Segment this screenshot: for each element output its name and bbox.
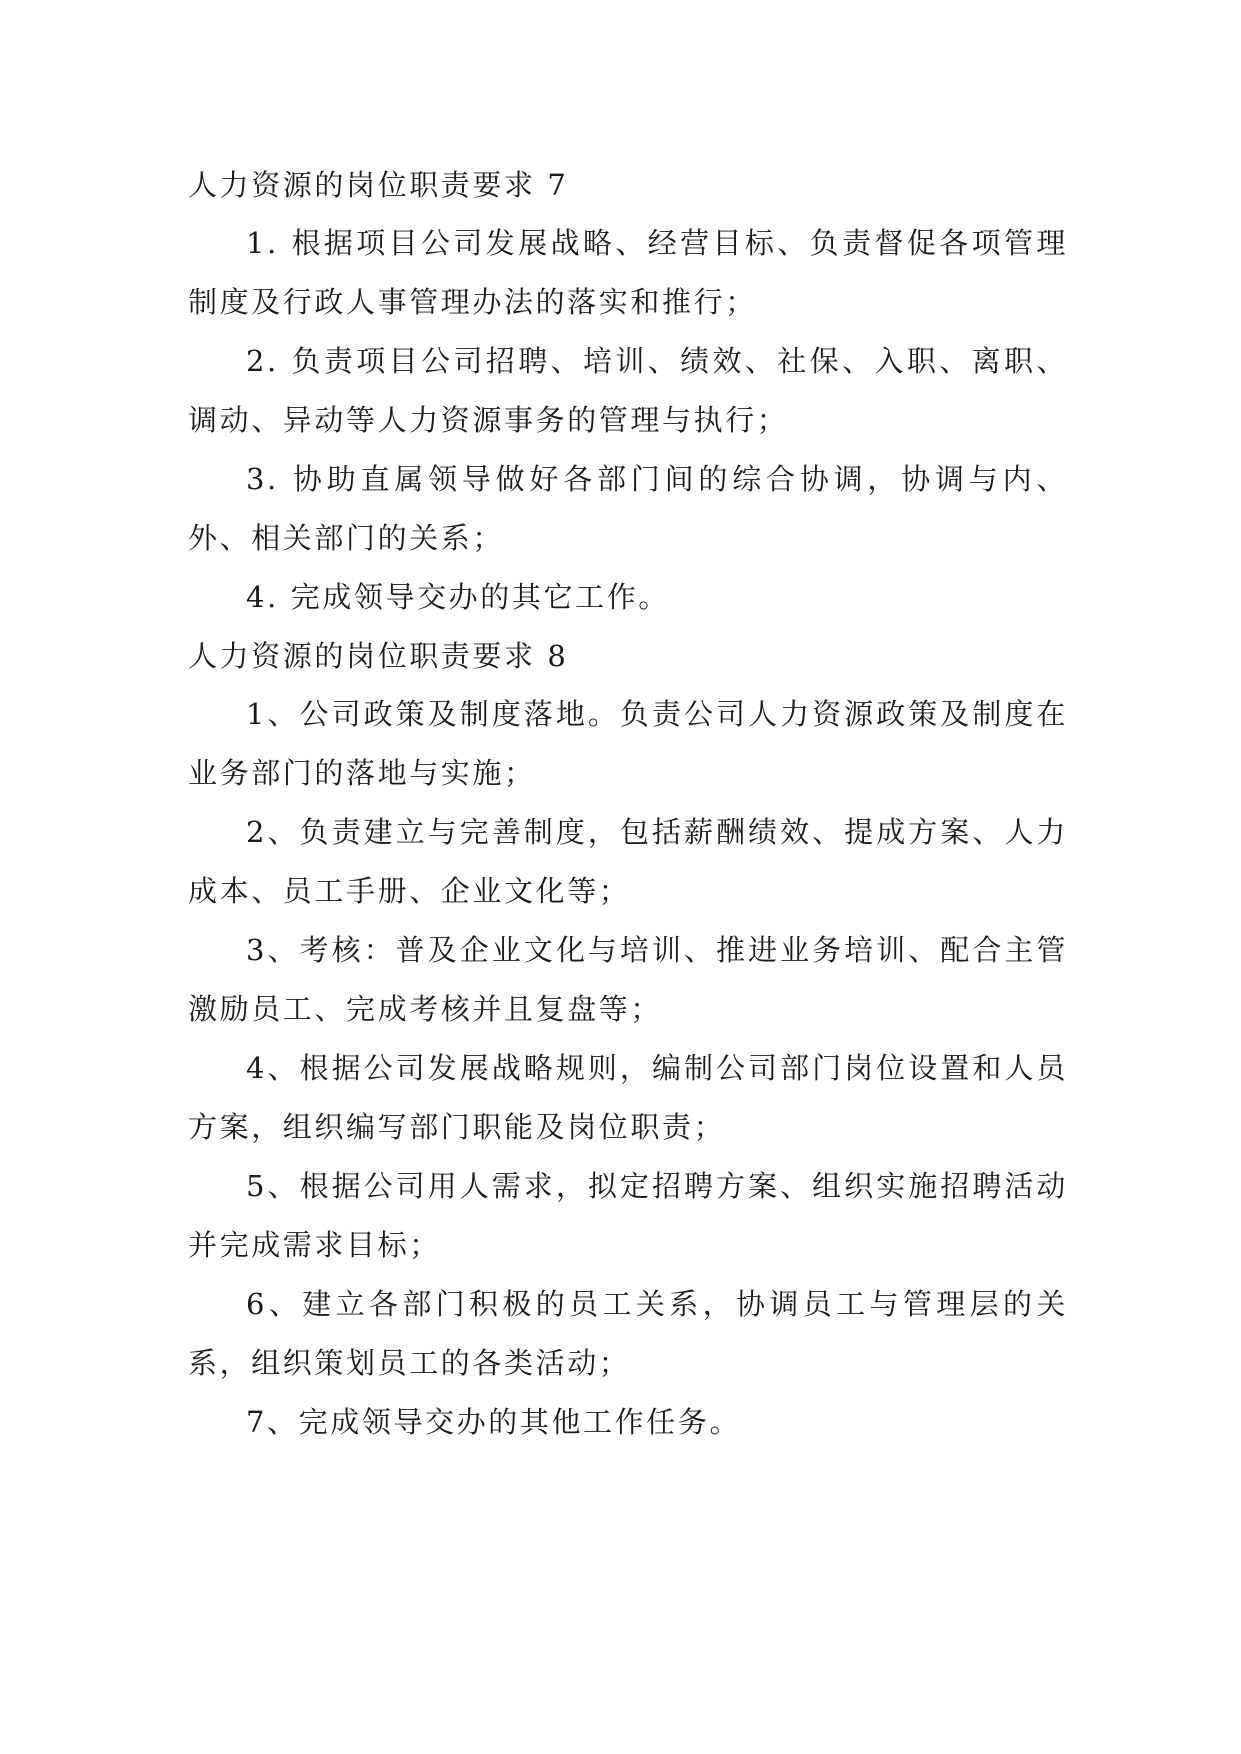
list-item: 1. 根据项目公司发展战略、经营目标、负责督促各项管理制度及行政人事管理办法的落实和推行； [188, 226, 1068, 319]
section-heading: 人力资源的岗位职责要求 7 [188, 168, 569, 202]
list-item: 4、根据公司发展战略规则，编制公司部门岗位设置和人员方案，组织编写部门职能及岗位职责； [188, 1051, 1068, 1144]
list-item: 3、考核：普及企业文化与培训、推进业务培训、配合主管激励员工、完成考核并且复盘等； [188, 933, 1068, 1026]
list-item: 4. 完成领导交办的其它工作。 [246, 580, 670, 614]
list-item: 7、完成领导交办的其他工作任务。 [246, 1405, 742, 1439]
list-item: 6、建立各部门积极的员工关系，协调员工与管理层的关系，组织策划员工的各类活动； [188, 1287, 1068, 1380]
list-item: 1、公司政策及制度落地。负责公司人力资源政策及制度在业务部门的落地与实施； [188, 697, 1068, 790]
section-requirements-8 [188, 627, 1068, 1452]
section-heading: 人力资源的岗位职责要求 8 [188, 639, 569, 673]
section-requirements-7 [188, 156, 1068, 627]
list-item: 2. 负责项目公司招聘、培训、绩效、社保、入职、离职、调动、异动等人力资源事务的管理与执行； [188, 344, 1068, 437]
list-item: 2、负责建立与完善制度，包括薪酬绩效、提成方案、人力成本、员工手册、企业文化等； [188, 815, 1068, 908]
list-item: 5、根据公司用人需求，拟定招聘方案、组织实施招聘活动并完成需求目标； [188, 1169, 1068, 1262]
document-page [188, 156, 1068, 1452]
list-item: 3. 协助直属领导做好各部门间的综合协调，协调与内、外、相关部门的关系； [188, 462, 1068, 555]
